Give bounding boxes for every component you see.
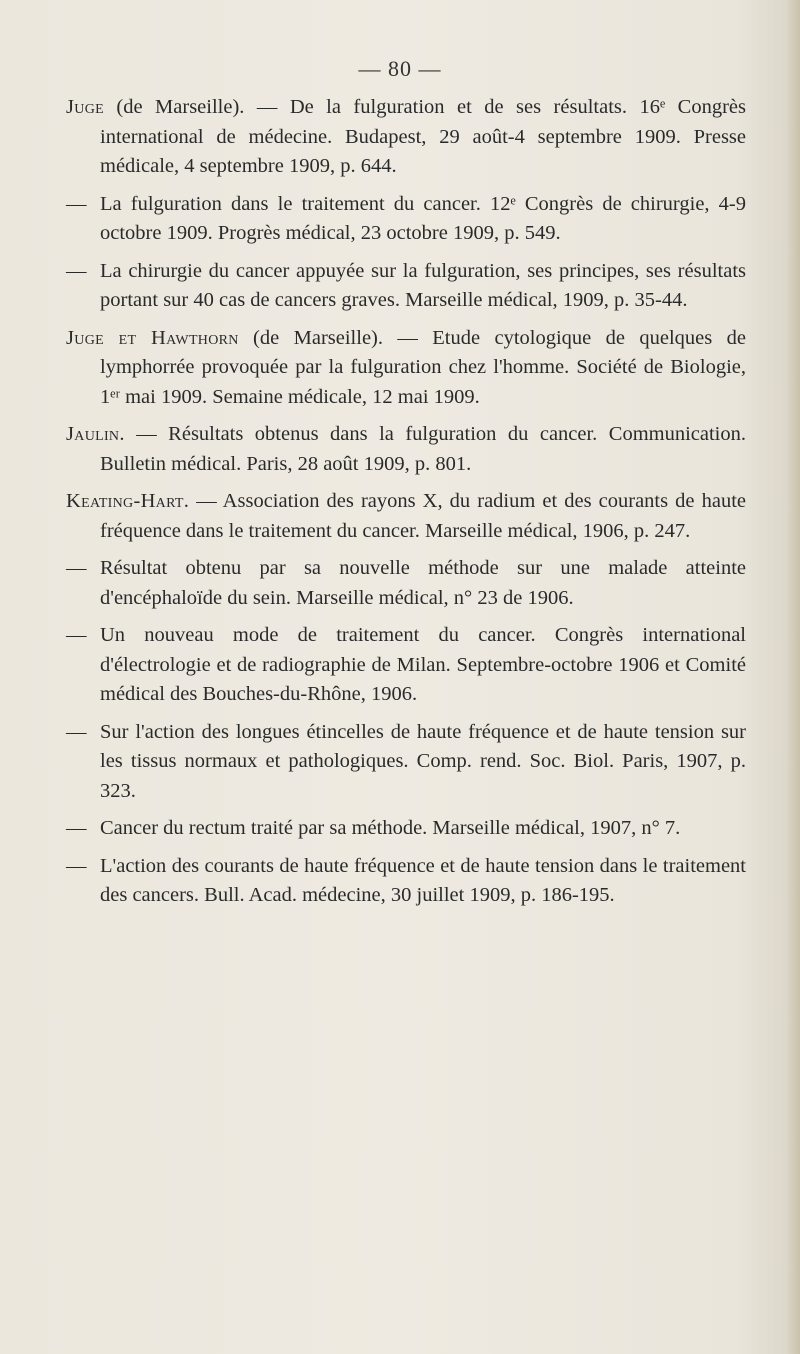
bibliography-entry — [66, 190, 746, 249]
entry-dash: — — [66, 259, 87, 282]
bibliography-entry — [66, 852, 746, 911]
bibliography-entry — [66, 554, 746, 613]
entry-text: — Association des rayons X, du radium et des courants de haute fréquence dans le traitement du cancer. Marseille médical, 1906, p. 247. — [100, 490, 746, 542]
bibliography-entry — [66, 814, 746, 844]
entry-dash: — — [66, 557, 87, 579]
entry-text: La chirurgie du cancer appuyée sur la fulguration, ses principes, ses résultats portant sur 40 cas de cancers graves. Marseille médical, 1909, p. 35-44. — [100, 259, 746, 311]
bibliography-entry — [66, 93, 746, 182]
entry-dash: — — [66, 817, 87, 839]
entry-text: Résultat obtenu par sa nouvelle méthode sur une malade atteinte d'encéphaloïde du sein. Marseille médical, n° 23 de 1906. — [100, 557, 746, 609]
entry-text: (de Marseille). — De la fulguration et de ses résultats. 16ᵉ Congrès international de médecine. Budapest, 29 août-4 septembre 1909. Presse médicale, 4 septembre 1909, p. 644. — [100, 96, 746, 177]
entry-author: Keating-Hart. — [66, 490, 190, 512]
entry-dash: — — [66, 854, 87, 877]
entry-dash: — — [66, 624, 87, 646]
bibliography-entry — [66, 420, 746, 479]
entry-text: L'action des courants de haute fréquence et de haute tension dans le traitement des cancers. Bull. Acad. médecine, 30 juillet 1909, p. 186-195. — [100, 854, 746, 906]
bibliography-list — [66, 93, 746, 919]
entry-text: Un nouveau mode de traitement du cancer. Congrès international d'électrologie et de radiographie de Milan. Septembre-octobre 1906 et Comité médical des Bouches-du-Rhône, 1906. — [100, 624, 746, 705]
entry-text: Cancer du rectum traité par sa méthode. Marseille médical, 1907, n° 7. — [100, 817, 681, 839]
entry-text: (de Marseille). — Etude cytologique de quelques de lymphorrée provoquée par la fulguration chez l'homme. Société de Biologie, 1ᵉʳ mai 1909. Semaine médicale, 12 mai 1909. — [100, 326, 746, 408]
entry-author: Juge — [66, 96, 104, 118]
entry-author: Jaulin. — [66, 423, 125, 445]
bibliography-entry — [66, 718, 746, 807]
page-number: — 80 — — [358, 56, 442, 81]
entry-dash: — — [66, 192, 87, 215]
entry-text: — Résultats obtenus dans la fulguration du cancer. Communication. Bulletin médical. Paris, 28 août 1909, p. 801. — [100, 423, 746, 475]
page-edge-shadow — [786, 0, 800, 1354]
entry-text: La fulguration dans le traitement du cancer. 12ᵉ Congrès de chirurgie, 4-9 octobre 1909. Progrès médical, 23 octobre 1909, p. 549. — [100, 192, 746, 244]
bibliography-entry — [66, 621, 746, 710]
entry-dash: — — [66, 720, 87, 743]
entry-text: Sur l'action des longues étincelles de haute fréquence et de haute tension sur les tissus normaux et pathologiques. Comp. rend. Soc. Biol. Paris, 1907, p. 323. — [100, 720, 746, 802]
entry-author: Juge et Hawthorn — [66, 326, 239, 349]
bibliography-entry — [66, 257, 746, 316]
bibliography-entry — [66, 324, 746, 413]
bibliography-entry — [66, 487, 746, 546]
